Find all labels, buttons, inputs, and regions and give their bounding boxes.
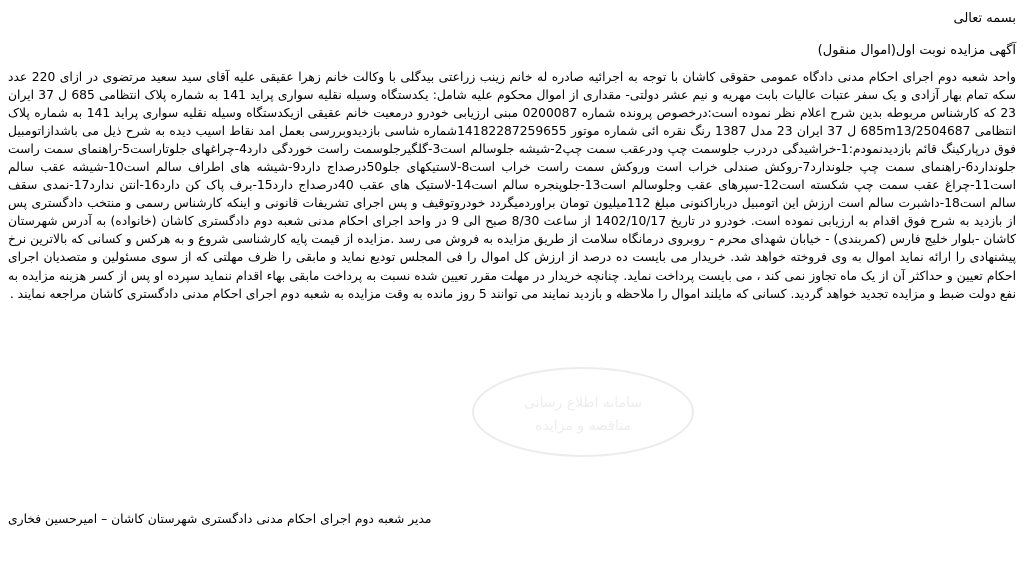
- announcement-body: واحد شعبه دوم اجرای احکام مدنی دادگاه عمومی حقوقی کاشان با توجه به اجرائیه صادره له خانم زینب زراعتی بیدگلی با وکالت خانم زهرا عقیقی علیه آقای سید سعید مرتضوی در ازای 220 عدد سکه تمام بهار آزادی و یک سفر عتبات عالیات بابت مهریه و نیم عشر دولتی- مقداری از اموال محکوم علیه شامل: یکدستگاه وسیله نقلیه سواری پراید 141 به شماره پلاک انتظامی 685 ل 37 ایران 23 که کارشناس مربوطه بدین شرح اعلام نظر نموده است:درخصوص پرونده شماره 0200087 مبنی ارزیابی خودرو درمعیت خانم عقیقی ازیکدستگاه وسیله نقلیه سواری پراید 141 به شماره پلاک انتظامی 685m13/2504687 ل 37 ایران 23 مدل 1387 رنگ نقره ائی شماره موتور 14182287259655شماره شاسی بازدیدوبررسی بعمل امد نقاط اسیب دیده به شرح ذیل می باشدازاتومبیل فوق درپارکینگ قائم بازدیدنمودم:1-خراشیدگی دردرب جلوسمت چپ ودرعقب سمت چپ2-شیشه جلوسالم است3-گلگیرجلوسمت راست خوردگی دارد4-چراغهای جلوتاراست5-راهنمای سمت راست جلوندارد6-راهنمای سمت چپ جلوندارد7-روکش صندلی خراب است وروکش سمت راست خراب است8-لاستیکهای جلو50درصداج دارد9-شیشه های اطراف سالم است10-شیشه عقب سالم است11-چراغ عقب سمت چپ شکسته است12-سپرهای عقب وجلوسالم است13-جلوپنجره سالم است14-لاستیک های عقب 40درصداج دارد15-برف پاک کن دارد16-انتن ندارد17-نمدی سقف سالم است18-داشبرت سالم است ارزش این اتومبیل درباراکنونی مبلغ 112میلیون تومان براوردمیگردد خودروتوقیف و پس اجرای تشریفات قانونی و اینکه کارشناس رسمی و منتخب دادگستری پس از بازدید به شرح فوق اقدام به ارزیابی نموده است. خودرو در تاریخ 1402/10/17 از ساعت 8/30 صبح الی 9 در واحد اجرای احکام مدنی شعبه دوم دادگستری کاشان (خانواده) به آدرس شهرستان کاشان -بلوار خلیج فارس (کمربندی) - خیابان شهدای محرم - روبروی درمانگاه سلامت از طریق مزایده به فروش می رسد .مزایده از قیمت پایه کارشناسی شروع و به هرکس و کسانی که بالاترین نرخ پیشنهادی را ارائه نماید اموال به وی فروخته خواهد شد. خریدار می بایست ده درصد از ارزش کل اموال را فی المجلس تودیع نماید و مابقی را ظرف مهلتی که از سوی مسئولین و متصدیان اجرای احکام تعیین و حداکثر آن از یک ماه تجاوز نمی کند ، می بایست پرداخت نماید. چنانچه خریدار در مهلت مقرر تعیین شده نسبت به پرداخت مابقی بهاء اقدام ننماید سپرده او پس از کسر هزینه مزایده به نفع دولت ضبط و مزایده تجدید خواهد گردید. کسانی که مایلند اموال را ملاحظه و بازدید نمایند می توانند 5 روز مانده به وقت مزایده به شعبه دوم اجرای احکام مدنی دادگستری کاشان مراجعه نمایند .: [8, 70, 1017, 301]
- announcement-title: آگهی مزایده نوبت اول(اموال منقول): [817, 43, 1016, 58]
- signature-line: مدیر شعبه دوم اجرای احکام مدنی دادگستری شهرستان کاشان – امیرحسین فخاری: [8, 512, 432, 526]
- watermark-line2: مناقصه و مزایده: [535, 418, 631, 434]
- watermark-line1: سامانه اطلاع رسانی: [523, 395, 643, 411]
- bismillah-heading: بسمه تعالی: [953, 11, 1016, 26]
